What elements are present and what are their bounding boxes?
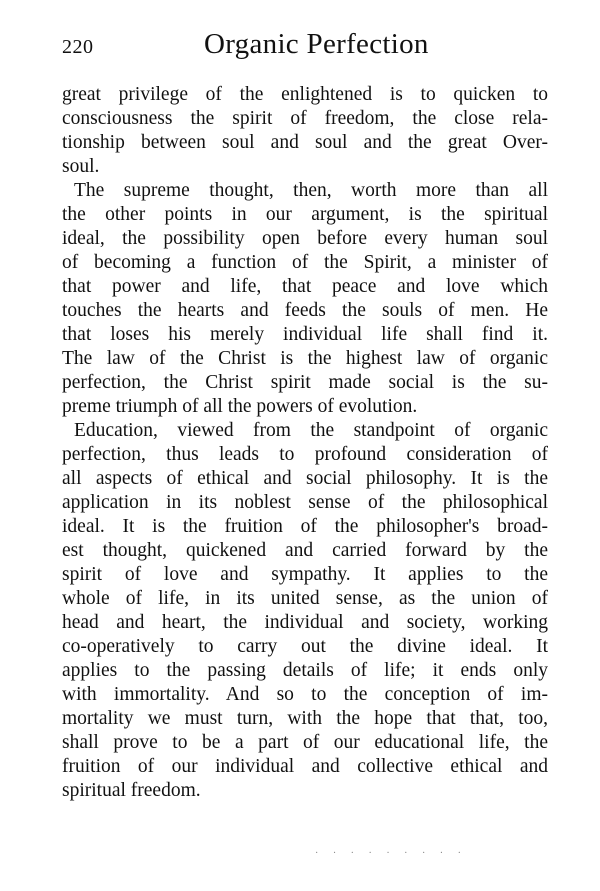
text-line: whole of life, in its united sense, as the union of <box>62 588 548 609</box>
text-line: all aspects of ethical and social philosophy. It is the <box>62 468 548 489</box>
text-line: the other points in our argument, is the spiritual <box>62 204 548 225</box>
text-line: spirit of love and sympathy. It applies to the <box>62 564 548 585</box>
text-line: touches the hearts and feeds the souls of men. He <box>62 300 548 321</box>
text-line: The law of the Christ is the highest law of organic <box>62 348 548 369</box>
text-line: ideal, the possibility open before every human soul <box>62 228 548 249</box>
text-line: spiritual freedom. <box>62 780 201 801</box>
running-title: Organic Perfection <box>204 28 429 60</box>
text-line: perfection, thus leads to profound consideration of <box>62 444 548 465</box>
text-line: Education, viewed from the standpoint of organic <box>74 420 548 441</box>
text-line: that loses his merely individual life shall find it. <box>62 324 548 345</box>
text-line: with immortality. And so to the conception of im- <box>62 684 548 705</box>
text-line: application in its noblest sense of the philosophical <box>62 492 548 513</box>
page-number: 220 <box>62 36 94 58</box>
text-line: ideal. It is the fruition of the philosopher's broad- <box>62 516 548 537</box>
running-header <box>62 28 548 62</box>
text-line: shall prove to be a part of our educational life, the <box>62 732 548 753</box>
text-line: preme triumph of all the powers of evolution. <box>62 396 418 417</box>
text-line: soul. <box>62 156 100 177</box>
text-line: that power and life, that peace and love which <box>62 276 548 297</box>
text-line: of becoming a function of the Spirit, a minister of <box>62 252 548 273</box>
text-line: consciousness the spirit of freedom, the close rela- <box>62 108 548 129</box>
page-body-text <box>62 83 548 803</box>
scan-artifact-dots: · · · · · · · · · <box>315 848 467 859</box>
text-line: head and heart, the individual and society, working <box>62 612 548 633</box>
text-line: mortality we must turn, with the hope that that, too, <box>62 708 548 729</box>
text-line: great privilege of the enlightened is to quicken to <box>62 84 548 105</box>
text-line: applies to the passing details of life; it ends only <box>62 660 548 681</box>
text-line: perfection, the Christ spirit made social is the su- <box>62 372 548 393</box>
text-line: fruition of our individual and collective ethical and <box>62 756 548 777</box>
text-line: The supreme thought, then, worth more than all <box>74 180 548 201</box>
text-line: est thought, quickened and carried forward by the <box>62 540 548 561</box>
text-line: tionship between soul and soul and the great Over- <box>62 132 548 153</box>
text-line: co-operatively to carry out the divine ideal. It <box>62 636 548 657</box>
